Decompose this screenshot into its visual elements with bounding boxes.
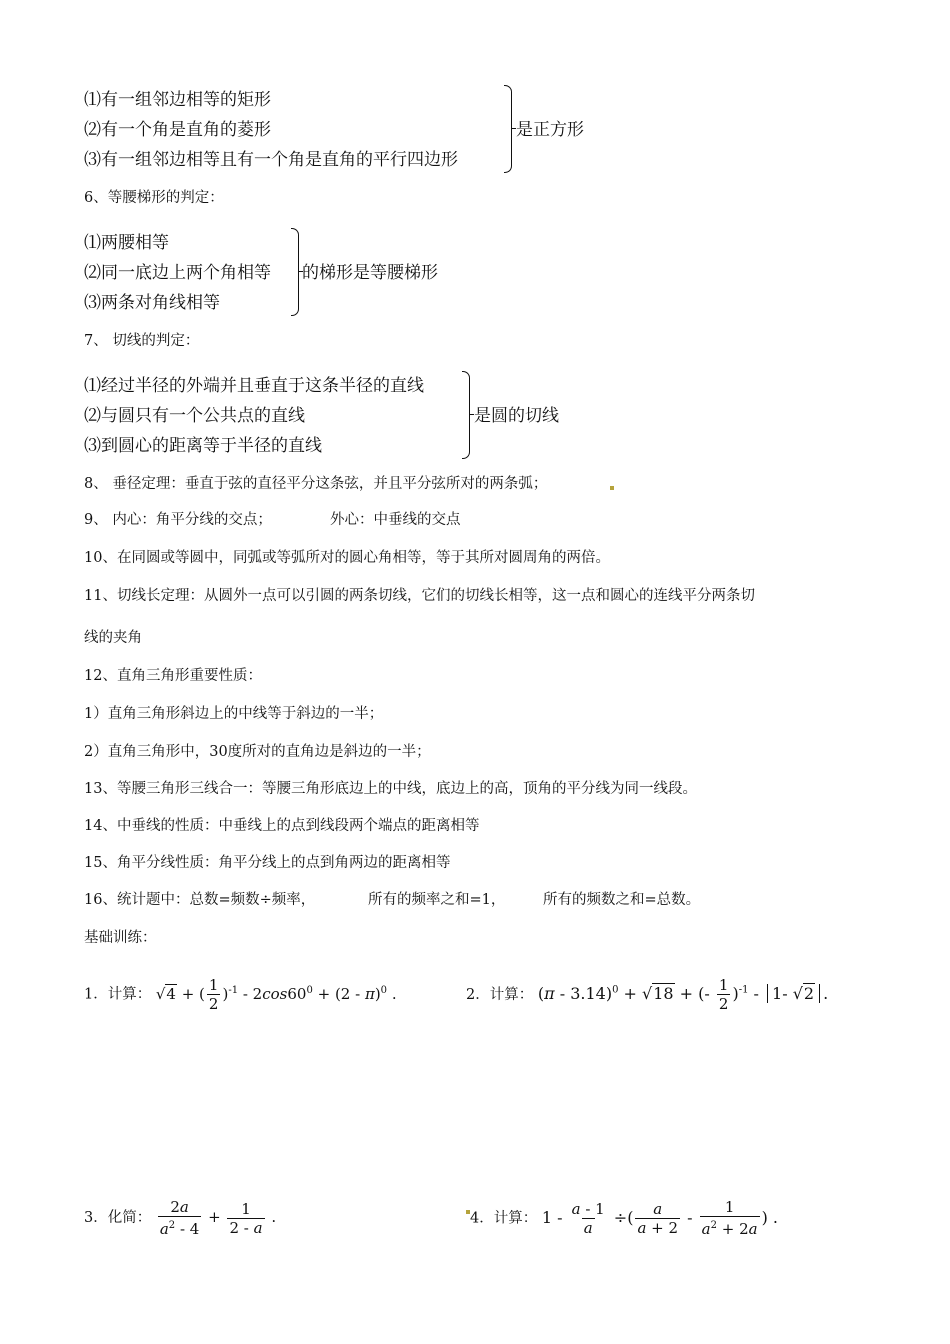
- right-brace: [291, 228, 299, 316]
- problem-4: [470, 1198, 778, 1238]
- section-9-incenter: 9、 内心：角平分线的交点；: [84, 512, 272, 528]
- section-12-item-2: 2）直角三角形中，30度所对的直角边是斜边的一半；: [84, 744, 431, 760]
- right-brace: [504, 85, 512, 173]
- list-item: ⑵同一底边上两个角相等: [84, 263, 271, 283]
- section-10: 10、在同圆或等圆中，同弧或等弧所对的圆心角相等，等于其所对圆周角的两倍。: [84, 550, 610, 566]
- problem-2-expression: (π - 3.14)$^0$ + √18 + (- $\frac{1}{2}$ )$^{-1}$ - 1- √2 .: [537, 976, 829, 1013]
- section-14: 14、中垂线的性质：中垂线上的点到线段两个端点的距离相等: [84, 818, 480, 834]
- section-11-line2: 线的夹角: [84, 630, 142, 646]
- section-7-heading: 7、 切线的判定：: [84, 333, 200, 349]
- problem-2-label: 2．计算：: [466, 987, 534, 1003]
- trapezoid-criteria: [84, 228, 438, 318]
- section-12-heading: 12、直角三角形重要性质：: [84, 668, 262, 684]
- marker-dot: [610, 486, 614, 490]
- section-15: 15、角平分线性质：角平分线上的点到角两边的距离相等: [84, 855, 451, 871]
- section-16-count-sum: 所有的频数之和=总数。: [543, 892, 701, 908]
- section-16-frequency-sum: 所有的频率之和=1，: [368, 892, 506, 908]
- problem-2: [466, 976, 828, 1013]
- square-criteria: [84, 85, 584, 175]
- list-item: ⑴两腰相等: [84, 233, 169, 253]
- list-item: ⑶有一组邻边相等且有一个角是直角的平行四边形: [84, 150, 458, 170]
- section-9-circumcenter: 外心：中垂线的交点: [330, 512, 461, 528]
- problem-3-expression: $\frac{2a}{a^2 - 4}$ + $\frac{1}{2 - a}$ .: [159, 1198, 277, 1238]
- section-6-heading: 6、等腰梯形的判定：: [84, 190, 224, 206]
- list-item: ⑴经过半径的外端并且垂直于这条半径的直线: [84, 376, 424, 396]
- problem-1-label: 1．计算：: [84, 986, 152, 1003]
- section-12-item-1: 1）直角三角形斜边上的中线等于斜边的一半；: [84, 706, 384, 722]
- list-item: ⑴有一组邻边相等的矩形: [84, 90, 271, 110]
- list-item: ⑶两条对角线相等: [84, 293, 220, 313]
- section-8: 8、 垂径定理：垂直于弦的直径平分这条弦，并且平分弦所对的两条弧；: [84, 476, 548, 492]
- tangent-criteria: [84, 371, 559, 461]
- problem-1: [84, 976, 397, 1013]
- section-13: 13、等腰三角形三线合一：等腰三角形底边上的中线，底边上的高，顶角的平分线为同一线段。: [84, 781, 697, 797]
- problem-4-label: 4．计算：: [470, 1210, 538, 1227]
- training-heading: 基础训练：: [84, 930, 157, 946]
- tangent-conclusion: 是圆的切线: [474, 406, 559, 426]
- problem-1-expression: √4 + ( $\frac{1}{2}$ )$^{-1} - 2\cos 60^0 + (2 - \pi)^0$ .: [155, 976, 397, 1013]
- problem-4-expression: 1 - $\frac{a - 1}{a}$ ÷( $\frac{a}{a + 2}$ - $\frac{1}{a^2 + 2a}$ ) .: [541, 1198, 778, 1238]
- section-11-line1: 11、切线长定理：从圆外一点可以引圆的两条切线，它们的切线长相等，这一点和圆心的连线平分两条切: [84, 588, 755, 604]
- section-16-total: 16、统计题中：总数=频数÷频率，: [84, 892, 316, 908]
- problem-3: [84, 1198, 276, 1238]
- problem-3-label: 3．化简：: [84, 1210, 152, 1226]
- list-item: ⑵有一个角是直角的菱形: [84, 120, 271, 140]
- list-item: ⑵与圆只有一个公共点的直线: [84, 406, 305, 426]
- right-brace: [462, 371, 470, 459]
- square-conclusion: 是正方形: [516, 120, 584, 140]
- trapezoid-conclusion: 的梯形是等腰梯形: [302, 263, 438, 283]
- list-item: ⑶到圆心的距离等于半径的直线: [84, 436, 322, 456]
